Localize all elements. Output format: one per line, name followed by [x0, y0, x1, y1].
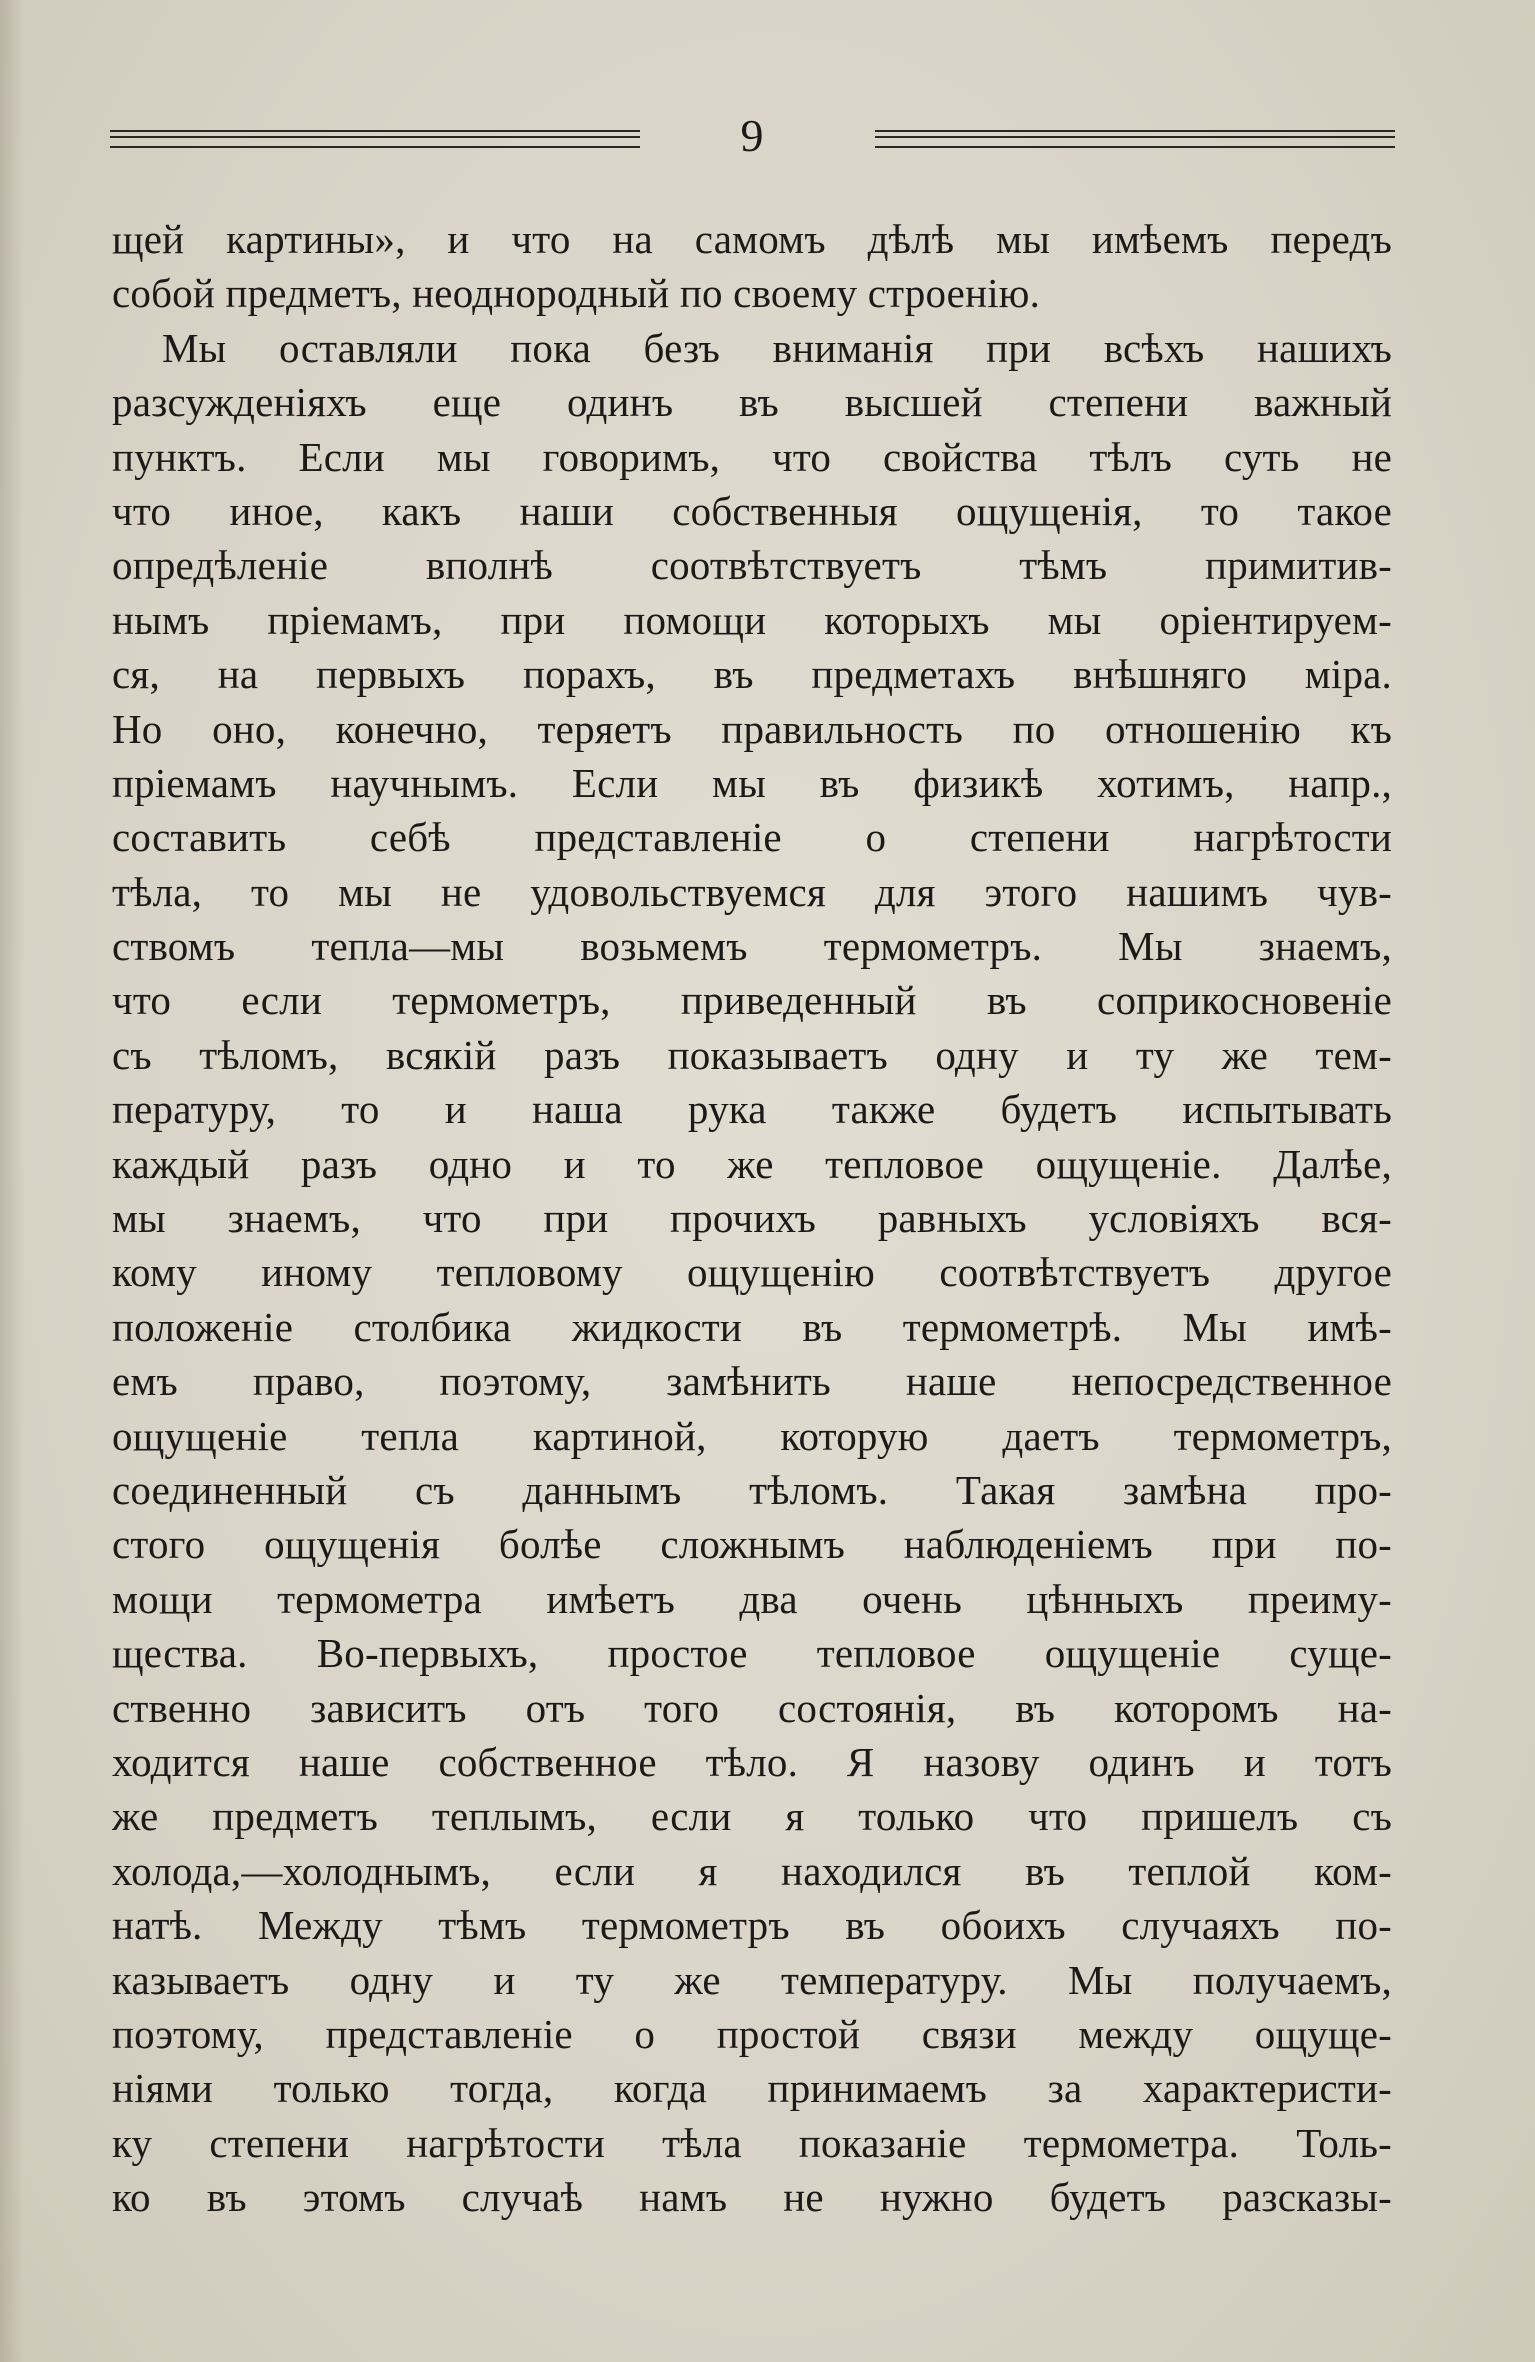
page-number: 9 — [740, 110, 765, 161]
text-line: холода,—холоднымъ, если я находился въ теплой ком- — [112, 1847, 1392, 1894]
body-text — [112, 212, 1392, 2224]
text-line: что иное, какъ наши собственныя ощущенія, то такое — [112, 487, 1392, 534]
text-line: ко въ этомъ случаѣ намъ не нужно будетъ разсказы- — [112, 2174, 1392, 2221]
text-line: пріемамъ научнымъ. Если мы въ физикѣ хотимъ, напр., — [112, 759, 1392, 806]
text-line: Мы оставляли пока безъ вниманія при всѣхъ нашихъ — [162, 324, 1392, 371]
text-line: ся, на первыхъ порахъ, въ предметахъ внѣшняго міра. — [112, 651, 1392, 698]
text-line: ку степени нагрѣтости тѣла показаніе термометра. Толь- — [112, 2119, 1392, 2166]
text-line: ощущеніе тепла картиной, которую даетъ термометръ, — [112, 1412, 1392, 1459]
text-line: мы знаемъ, что при прочихъ равныхъ условіяхъ вся- — [112, 1195, 1392, 1242]
text-line: натѣ. Между тѣмъ термометръ въ обоихъ случаяхъ по- — [112, 1902, 1392, 1949]
text-line: Но оно, конечно, теряетъ правильность по отношенію къ — [112, 705, 1392, 752]
text-line: разсужденіяхъ еще одинъ въ высшей степени важный — [112, 379, 1392, 426]
text-line: собой предметъ, неоднородный по своему строенію. — [112, 270, 1041, 317]
text-line: что если термометръ, приведенный въ соприкосновеніе — [112, 977, 1392, 1024]
binding-shadow — [0, 0, 24, 2362]
text-line: щей картины», и что на самомъ дѣлѣ мы имѣемъ передъ — [112, 216, 1392, 262]
text-line: щества. Во-первыхъ, простое тепловое ощущеніе суще- — [112, 1630, 1392, 1677]
text-line: ходится наше собственное тѣло. Я назову одинъ и тотъ — [112, 1738, 1392, 1785]
text-line: пунктъ. Если мы говоримъ, что свойства тѣлъ суть не — [112, 433, 1392, 480]
text-line: ствомъ тепла—мы возьмемъ термометръ. Мы знаемъ, — [112, 923, 1392, 970]
text-line: опредѣленіе вполнѣ соотвѣтствуетъ тѣмъ примитив- — [112, 542, 1392, 589]
text-line: тѣла, то мы не удовольствуемся для этого нашимъ чув- — [112, 868, 1392, 915]
text-line: стого ощущенія болѣе сложнымъ наблюденіемъ при по- — [112, 1521, 1392, 1568]
text-line: поэтому, представленіе о простой связи между ощуще- — [112, 2010, 1392, 2057]
text-line: же предметъ теплымъ, если я только что пришелъ съ — [112, 1793, 1392, 1840]
text-line: мощи термометра имѣетъ два очень цѣнныхъ преиму- — [112, 1575, 1392, 1622]
text-line: нымъ пріемамъ, при помощи которыхъ мы оріентируем- — [112, 596, 1392, 643]
page-header — [110, 108, 1395, 168]
text-line: ственно зависитъ отъ того состоянія, въ которомъ на- — [112, 1684, 1392, 1731]
text-line: съ тѣломъ, всякій разъ показываетъ одну и ту же тем- — [112, 1031, 1392, 1078]
text-line: положеніе столбика жидкости въ термометрѣ. Мы имѣ- — [112, 1303, 1392, 1350]
text-line: казываетъ одну и ту же температуру. Мы получаемъ, — [112, 1956, 1392, 2003]
header-rule-right — [875, 130, 1395, 148]
text-line: пературу, то и наша рука также будетъ испытывать — [112, 1086, 1392, 1133]
text-line: емъ право, поэтому, замѣнить наше непосредственное — [112, 1358, 1392, 1405]
text-line: соединенный съ даннымъ тѣломъ. Такая замѣна про- — [112, 1466, 1392, 1513]
text-line: каждый разъ одно и то же тепловое ощущеніе. Далѣе, — [112, 1140, 1392, 1187]
text-line: составить себѣ представленіе о степени нагрѣтости — [112, 814, 1392, 861]
text-line: кому иному тепловому ощущенію соотвѣтствуетъ другое — [112, 1249, 1392, 1296]
text-line: ніями только тогда, когда принимаемъ за характеристи- — [112, 2065, 1392, 2112]
